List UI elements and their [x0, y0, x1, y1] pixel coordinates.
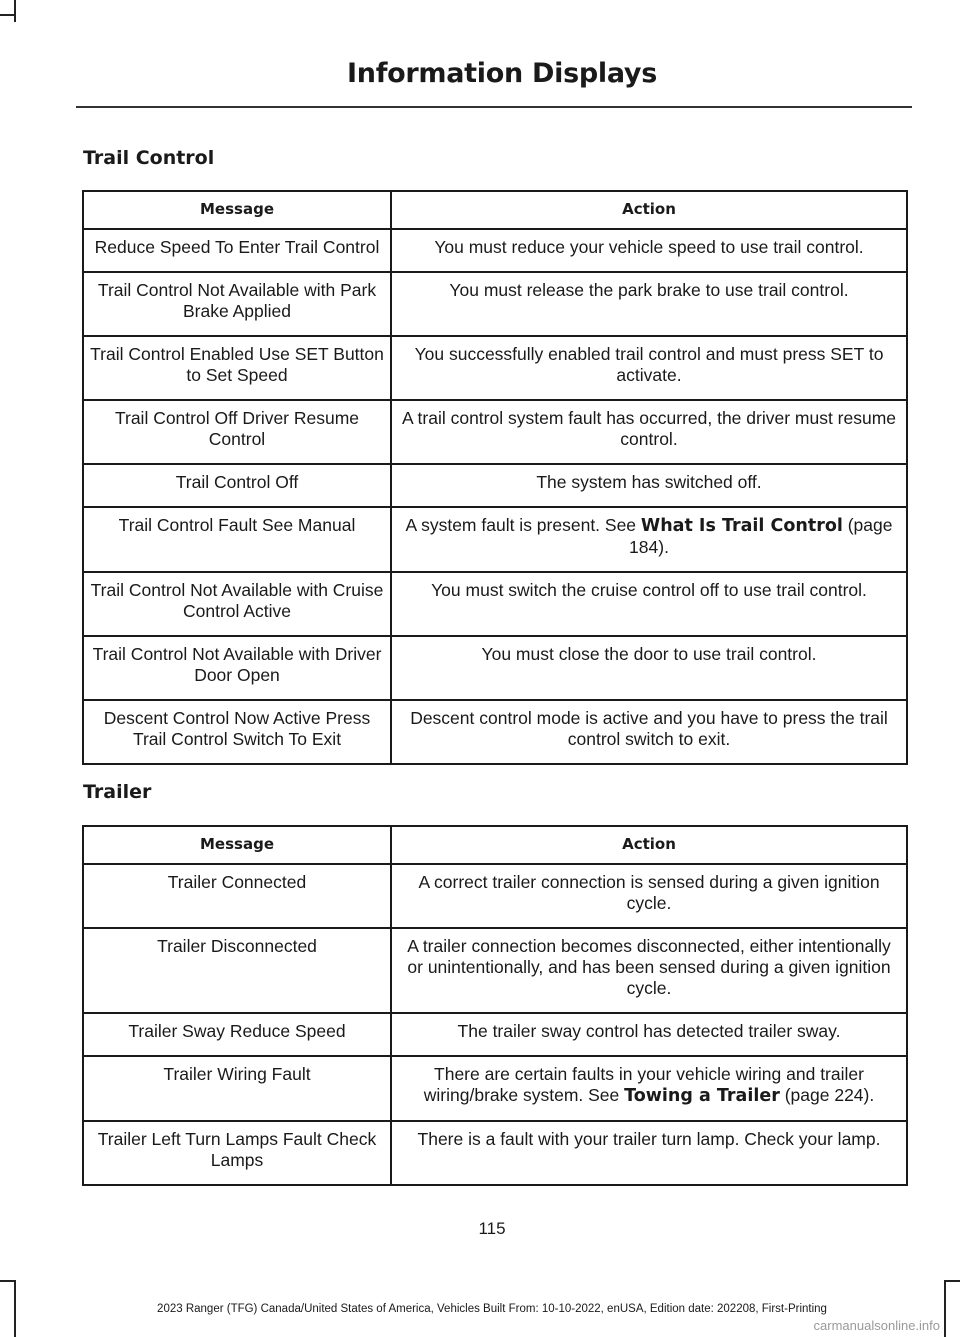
action-text: There are certain faults in your vehicle wiring and trailer wiring/brake system. See [423, 1064, 864, 1105]
table-row [83, 1013, 907, 1056]
message-cell: Trail Control Off [83, 464, 391, 507]
message-cell: Trail Control Not Available with Cruise Control Active [83, 572, 391, 636]
action-cell [391, 1056, 907, 1121]
message-cell: Trail Control Not Available with Park Brake Applied [83, 272, 391, 336]
column-header-action: Action [391, 191, 907, 229]
column-header-action: Action [391, 826, 907, 864]
column-header-message: Message [83, 191, 391, 229]
crop-mark [944, 1280, 960, 1282]
edition-footer: 2023 Ranger (TFG) Canada/United States of America, Vehicles Built From: 10-10-2022, enUSA, Edition date: 202208, First-Printing [157, 1303, 827, 1315]
table-row [83, 229, 907, 272]
message-cell: Trailer Disconnected [83, 928, 391, 1013]
section-heading-trailer: Trailer [83, 781, 152, 803]
table-row [83, 272, 907, 336]
table-row [83, 1121, 907, 1185]
page-reference: (page 224). [779, 1085, 875, 1105]
header-rule [76, 106, 912, 108]
action-cell: You successfully enabled trail control and must press SET to activate. [391, 336, 907, 400]
table-row [83, 636, 907, 700]
message-cell: Descent Control Now Active Press Trail Control Switch To Exit [83, 700, 391, 764]
table-row [83, 336, 907, 400]
crop-mark [14, 0, 16, 22]
message-cell: Trail Control Enabled Use SET Button to Set Speed [83, 336, 391, 400]
action-text: A system fault is present. See [405, 515, 641, 535]
message-cell: Trailer Sway Reduce Speed [83, 1013, 391, 1056]
message-cell: Trail Control Off Driver Resume Control [83, 400, 391, 464]
cross-reference-link[interactable]: Towing a Trailer [624, 1086, 780, 1106]
action-cell: A trail control system fault has occurred, the driver must resume control. [391, 400, 907, 464]
table-row [83, 400, 907, 464]
table-header-row [83, 191, 907, 229]
table-row [83, 700, 907, 764]
message-cell: Reduce Speed To Enter Trail Control [83, 229, 391, 272]
action-cell: You must switch the cruise control off to use trail control. [391, 572, 907, 636]
crop-mark [0, 14, 14, 16]
action-cell: You must release the park brake to use trail control. [391, 272, 907, 336]
table-row [83, 864, 907, 928]
message-cell: Trailer Left Turn Lamps Fault Check Lamps [83, 1121, 391, 1185]
table-header-row [83, 826, 907, 864]
section-heading-trail-control: Trail Control [83, 147, 215, 169]
action-cell: Descent control mode is active and you have to press the trail control switch to exit. [391, 700, 907, 764]
table-row [83, 928, 907, 1013]
action-cell: A correct trailer connection is sensed during a given ignition cycle. [391, 864, 907, 928]
cross-reference-link[interactable]: What Is Trail Control [640, 516, 843, 536]
page-reference: (page 184). [629, 515, 893, 557]
message-cell: Trail Control Not Available with Driver Door Open [83, 636, 391, 700]
message-cell: Trail Control Fault See Manual [83, 507, 391, 572]
crop-mark [0, 1280, 14, 1282]
trailer-table [82, 825, 908, 1186]
action-cell: There is a fault with your trailer turn lamp. Check your lamp. [391, 1121, 907, 1185]
page-number: 115 [478, 1219, 506, 1238]
table-row [83, 464, 907, 507]
chapter-title: Information Displays [347, 58, 657, 89]
action-cell: The system has switched off. [391, 464, 907, 507]
action-cell: You must reduce your vehicle speed to use trail control. [391, 229, 907, 272]
column-header-message: Message [83, 826, 391, 864]
table-row [83, 507, 907, 572]
watermark: carmanualsonline.info [813, 1318, 940, 1333]
action-cell [391, 507, 907, 572]
action-cell: You must close the door to use trail control. [391, 636, 907, 700]
trail-control-table [82, 190, 908, 765]
message-cell: Trailer Connected [83, 864, 391, 928]
message-cell: Trailer Wiring Fault [83, 1056, 391, 1121]
table-row [83, 572, 907, 636]
action-cell: The trailer sway control has detected trailer sway. [391, 1013, 907, 1056]
action-cell: A trailer connection becomes disconnected, either intentionally or unintentionally, and has been sensed during a given ignition cycle. [391, 928, 907, 1013]
table-row [83, 1056, 907, 1121]
